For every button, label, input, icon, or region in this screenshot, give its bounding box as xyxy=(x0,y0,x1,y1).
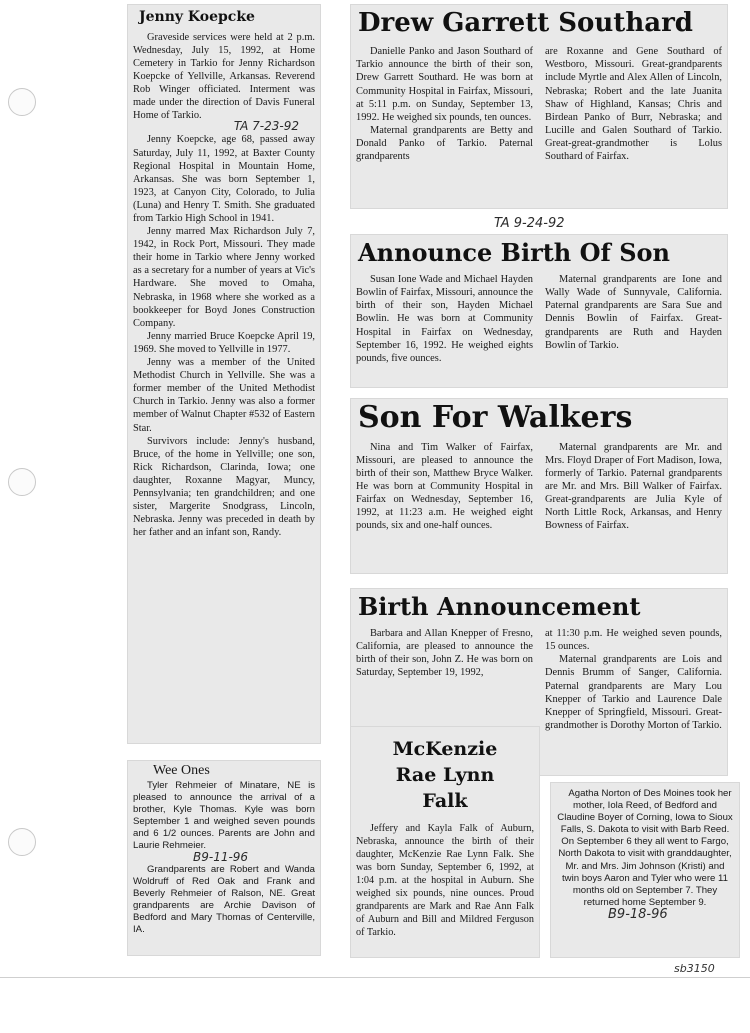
clipping-paragraph: Agatha Norton of Des Moines took her mother, Iola Reed, of Bedford and Claudine Boyer of Corning, Iowa to Sioux Falls, S. Dakota to visit with Barb Reed. On September 6 they all went to Fargo, North Dakota to visit with granddaughter, Mr. and Mrs. Jim Johnson (Kristi) and twin boys Aaron and Tyler who were 11 months old on September 7. They returned home September 9. xyxy=(557,788,733,908)
binder-hole-middle xyxy=(8,468,36,496)
clipping-title: Wee Ones xyxy=(153,763,210,778)
announcement-mckenzie-falk xyxy=(350,726,540,958)
obituary-paragraph: Jenny married Bruce Koepcke April 19, 1969. She moved to Yellville in 1977. xyxy=(133,330,315,355)
announcement-title: Birth Announcement xyxy=(358,592,641,621)
obituary-paragraph: Graveside services were held at 2 p.m. Wednesday, July 15, 1992, at Home Cemetery in Tarkio for Jenny Richardson Koepcke of Yellville, Arkansas. Reverend Rob Winger officiated. Interment was made under the direction of Davis Funeral Home of Tarkio. xyxy=(133,31,315,122)
handwritten-date-note: TA 9-24-92 xyxy=(494,216,565,231)
announcement-paragraph: at 11:30 p.m. He weighed seven pounds, 15 ounces. xyxy=(545,628,722,653)
announcement-paragraph: Maternal grandparents are Ione and Wally Wade of Sunnyvale, California. Paternal grandparents are Sara Sue and Dennis Bowlin of Fairfax. Great-grandparents are Ruth and Hayden Bowlin of Tarkio. xyxy=(545,274,722,351)
announcement-paragraph: Danielle Panko and Jason Southard of Tarkio announce the birth of their son, Drew Garrett Southard. He was born at Community Hospital in Fairfax, Missouri, at 5:11 p.m. on Sunday, September 13, 1992. He weighed six pounds, ten ounces. xyxy=(356,46,533,123)
clipping-paragraph: Tyler Rehmeier of Minatare, NE is pleased to announce the arrival of a brother, Kyle Thomas. Kyle was born September 1 and weighed seven pounds and 6 1/2 ounces. Parents are John and Laurie Rehmeier. xyxy=(133,780,315,851)
announcement-drew-garrett-southard xyxy=(350,4,728,209)
binder-hole-bottom xyxy=(8,828,36,856)
announcement-paragraph: Barbara and Allan Knepper of Fresno, California, are pleased to announce the birth of their son, John Z. He was born on Saturday, September 19, 1992, xyxy=(356,628,533,679)
clipping-wee-ones xyxy=(127,760,321,956)
announcement-title: Announce Birth Of Son xyxy=(358,238,670,267)
announcement-paragraph: Jeffery and Kayla Falk of Auburn, Nebraska, announce the birth of their daughter, McKenzie Rae Lynn Falk. She was born Sunday, September 6, 1992, at 1:04 p.m. at the hospital in Auburn. She weighed six pounds, nine ounces. Proud grandparents are Mark and Rae Ann Falk of Auburn and Bill and Mildred Ferguson of Tarkio. xyxy=(356,823,534,938)
handwritten-date-note: B9-18-96 xyxy=(608,906,668,922)
announcement-paragraph: Maternal grandparents are Mr. and Mrs. Floyd Draper of Fort Madison, Iowa, formerly of Tarkio. Paternal grandparents are Mr. and Mrs. Bill Walker of Fairfax. Great-grandparents are Julia Kyle of North Little Rock, Arkansas, and Henry Bowness of Fairfax. xyxy=(545,441,722,532)
announcement-paragraph: Maternal grandparents are Betty and Donald Panko of Tarkio. Paternal grandparents xyxy=(356,124,533,163)
announcement-title: McKenzie Rae Lynn Falk xyxy=(392,738,498,812)
page-number: sb3150 xyxy=(674,962,715,975)
announcement-birth-of-son xyxy=(350,234,728,388)
announcement-paragraph: are Roxanne and Gene Southard of Westboro, Missouri. Great-grandparents include Myrtle and Alex Allen of Lincoln, Nebraska; Robert and the late Juanita Shaw of Highland, Kansas; Chris and Birdean Panko of Burr, Nebraska; and Lucille and Galen Southard of Tarkio. Great-great-grandmother is Lolus Southard of Fairfax. xyxy=(545,46,722,163)
page-divider xyxy=(0,977,750,978)
announcement-title: Son For Walkers xyxy=(358,400,633,435)
announcement-paragraph: Nina and Tim Walker of Fairfax, Missouri, are pleased to announce the birth of their son, Matthew Bryce Walker. He was born at Community Hospital in Fairfax on Wednesday, September 16, 1992, at 11:23 a.m. He weighed eight pounds, six and one-half ounces. xyxy=(356,441,533,532)
obituary-paragraph: Survivors include: Jenny's husband, Bruce, of the home in Yellville; one son, Rick Richardson, Clarinda, Iowa; one daughter, Roxanne Magyar, Muncy, Pennsylvania; ten grandchildren; and one sister, Margerite Snodgrass, Lincoln, Nebraska. Jenny was preceded in death by her father and an infant son, Randy. xyxy=(133,435,315,539)
announcement-title: Drew Garrett Southard xyxy=(358,8,693,38)
clipping-norton-visit xyxy=(550,782,740,958)
handwritten-date-note: TA 7-23-92 xyxy=(233,119,299,134)
obituary-paragraph: Jenny was a member of the United Methodist Church in Yellville. She was a former member of the United Methodist Church in Tarkio. Jenny was also a former member of Walnut Chapter #532 of Eastern Star. xyxy=(133,357,315,434)
announcement-paragraph: Maternal grandparents are Lois and Dennis Brumm of Sanger, California. Paternal grandparents are Mary Lou Knepper of Tarkio and Laurence Dale Knepper of Springfield, Missouri. Great-grandmother is Dorothy Morton of Tarkio. xyxy=(545,654,722,731)
clipping-paragraph: Grandparents are Robert and Wanda Woldruff of Red Oak and Frank and Beverly Rehmeier of Ralson, NE. Great grandparents are Archie Davison of Bedford and Mary Thomas of Centerville, IA. xyxy=(133,864,315,935)
handwritten-date-note: B9-11-96 xyxy=(193,850,249,864)
obituary-jenny-koepcke xyxy=(127,4,321,744)
obituary-title: Jenny Koepcke xyxy=(139,9,255,25)
announcement-son-for-walkers xyxy=(350,398,728,574)
obituary-paragraph: Jenny Koepcke, age 68, passed away Saturday, July 11, 1992, at Baxter County Regional Hospital in Mountain Home, Arkansas. She was born September 1, 1923, at Canyon City, Colorado, to Julia (Luna) and Henry T. Smith. She graduated from Tarkio High School in 1941. xyxy=(133,134,315,224)
obituary-paragraph: Jenny marred Max Richardson July 7, 1942, in Rock Port, Missouri. They made their home in Tarkio where Jenny worked as a secretary for a number of years at Vic's Hardware. She moved to Omaha, Nebraska, in 1968 where she worked as a bookkeeper for Boyd Jones Construction Company. xyxy=(133,226,315,329)
announcement-paragraph: Susan Ione Wade and Michael Hayden Bowlin of Fairfax, Missouri, announce the birth of their son, Hayden Michael Bowlin. He was born at Community Hospital in Fairfax on Wednesday, September 16, 1992. He weighed eights pounds, five ounces. xyxy=(356,274,533,364)
binder-hole-top xyxy=(8,88,36,116)
